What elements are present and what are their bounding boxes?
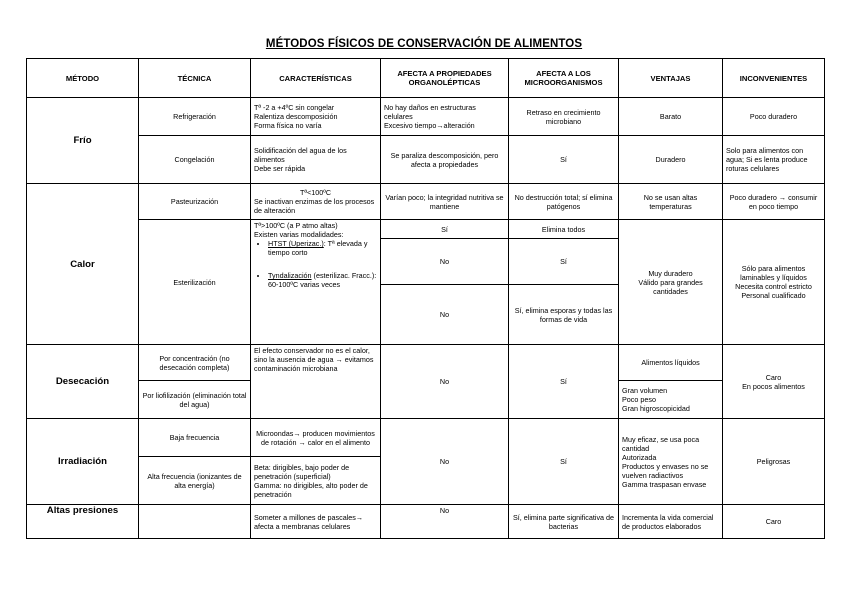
- tecnica-alta-frecuencia: Alta frecuencia (ionizantes de alta energía): [139, 457, 251, 505]
- caract-esterilizacion-intro: Tª>100ºC (a P atmo altas) Existen varias modalidades:: [254, 221, 344, 239]
- table-row: [27, 345, 825, 381]
- tecnica-esterilizacion: Esterilización: [139, 220, 251, 345]
- header-inconvenientes: INCONVENIENTES: [723, 59, 825, 98]
- ventajas-desecacion-2: Gran volumen Poco peso Gran higroscopicidad: [619, 381, 723, 419]
- micro-desecacion: Sí: [509, 345, 619, 419]
- micro-esterilizacion-3: Sí, elimina esporas y todas las formas de vida: [509, 285, 619, 345]
- header-organolepticas: AFECTA A PROPIEDADES ORGANOLÉPTICAS: [381, 59, 509, 98]
- organo-refrigeracion: No hay daños en estructuras celulares Excesivo tiempo→alteración: [381, 98, 509, 136]
- caract-baja-frecuencia: Microondas→ producen movimientos de rotación → calor en el alimento: [251, 419, 381, 457]
- organo-congelacion: Se paraliza descomposición, pero afecta a propiedades: [381, 136, 509, 184]
- table-row: [27, 184, 825, 220]
- ventajas-esterilizacion: Muy duradero Válido para grandes cantidades: [619, 220, 723, 345]
- method-calor: Calor: [27, 184, 139, 345]
- tyndal-label: Tyndalización: [268, 271, 312, 280]
- header-ventajas: VENTAJAS: [619, 59, 723, 98]
- table-row: [27, 419, 825, 457]
- header-tecnica: TÉCNICA: [139, 59, 251, 98]
- list-item: [268, 239, 377, 257]
- htst-text: : Tª elevada y tiempo corto: [268, 239, 368, 257]
- htst-label: HTST (Uperizac.): [268, 239, 324, 248]
- header-microorganismos: AFECTA A LOS MICROORGANISMOS: [509, 59, 619, 98]
- header-metodo: MÉTODO: [27, 59, 139, 98]
- caract-desecacion: El efecto conservador no es el calor, sino la ausencia de agua → evitamos contaminación microbiana: [251, 345, 381, 419]
- micro-esterilizacion-2: Sí: [509, 239, 619, 285]
- tecnica-liofilizacion: Por liofilización (eliminación total del agua): [139, 381, 251, 419]
- organo-esterilizacion-1: Sí: [381, 220, 509, 239]
- micro-congelacion: Sí: [509, 136, 619, 184]
- micro-irradiacion: Sí: [509, 419, 619, 505]
- caract-esterilizacion: [251, 220, 381, 345]
- tecnica-congelacion: Congelación: [139, 136, 251, 184]
- method-frio: Frío: [27, 98, 139, 184]
- ventajas-refrigeracion: Barato: [619, 98, 723, 136]
- ventajas-congelacion: Duradero: [619, 136, 723, 184]
- method-desecacion: Desecación: [27, 345, 139, 419]
- caract-refrigeracion: Tª -2 a +4ºC sin congelar Ralentiza descomposición Forma física no varía: [251, 98, 381, 136]
- caract-congelacion: Solidificación del agua de los alimentos Debe ser rápida: [251, 136, 381, 184]
- inconv-pasteurizacion: Poco duradero → consumir en poco tiempo: [723, 184, 825, 220]
- inconv-altas-presiones: Caro: [723, 505, 825, 539]
- method-altas-presiones: Altas presiones: [27, 505, 139, 539]
- table-row: [27, 220, 825, 239]
- tyndal-text: (esterilizac. Fracc.): 60-100ºC varias veces: [268, 271, 377, 289]
- conservation-methods-table: [26, 58, 825, 539]
- inconv-esterilizacion: Sólo para alimentos laminables y líquidos Necesita control estricto Personal cualificado: [723, 220, 825, 345]
- tecnica-refrigeracion: Refrigeración: [139, 98, 251, 136]
- organo-esterilizacion-3: No: [381, 285, 509, 345]
- tecnica-altas-presiones: [139, 505, 251, 539]
- tecnica-concentracion: Por concentración (no desecación completa): [139, 345, 251, 381]
- organo-altas-presiones: No: [381, 505, 509, 539]
- inconv-refrigeracion: Poco duradero: [723, 98, 825, 136]
- organo-esterilizacion-2: No: [381, 239, 509, 285]
- table-row: [27, 136, 825, 184]
- micro-pasteurizacion: No destrucción total; sí elimina patógenos: [509, 184, 619, 220]
- ventajas-pasteurizacion: No se usan altas temperaturas: [619, 184, 723, 220]
- modalidades-list: [254, 239, 377, 289]
- organo-desecacion: No: [381, 345, 509, 419]
- ventajas-desecacion-1: Alimentos líquidos: [619, 345, 723, 381]
- inconv-irradiacion: Peligrosas: [723, 419, 825, 505]
- micro-refrigeracion: Retraso en crecimiento microbiano: [509, 98, 619, 136]
- organo-irradiacion: No: [381, 419, 509, 505]
- table-row: [27, 505, 825, 539]
- micro-esterilizacion-1: Elimina todos: [509, 220, 619, 239]
- method-irradiacion: Irradiación: [27, 419, 139, 505]
- list-item: [268, 271, 377, 289]
- caract-pasteurizacion-temp: Tª<100ºC: [299, 188, 332, 197]
- ventajas-irradiacion: Muy eficaz, se usa poca cantidad Autorizada Productos y envases no se vuelven radiactivos Gamma traspasan envase: [619, 419, 723, 505]
- inconv-congelacion: Solo para alimentos con agua; Si es lenta produce roturas celulares: [723, 136, 825, 184]
- caract-altas-presiones: Someter a millones de pascales→ afecta a membranas celulares: [251, 505, 381, 539]
- caract-alta-frecuencia: Beta: dirigibles, bajo poder de penetración (superficial) Gamma: no dirigibles, alto poder de penetración: [251, 457, 381, 505]
- caract-pasteurizacion: [251, 184, 381, 220]
- caract-pasteurizacion-enzimas: Se inactivan enzimas de los procesos de alteración: [254, 197, 375, 215]
- header-caracteristicas: CARACTERÍSTICAS: [251, 59, 381, 98]
- organo-pasteurizacion: Varían poco; la integridad nutritiva se mantiene: [381, 184, 509, 220]
- tecnica-pasteurizacion: Pasteurización: [139, 184, 251, 220]
- table-row: [27, 98, 825, 136]
- header-row: [27, 59, 825, 98]
- tecnica-baja-frecuencia: Baja frecuencia: [139, 419, 251, 457]
- ventajas-altas-presiones: Incrementa la vida comercial de productos elaborados: [619, 505, 723, 539]
- micro-altas-presiones: Sí, elimina parte significativa de bacterias: [509, 505, 619, 539]
- inconv-desecacion: Caro En pocos alimentos: [723, 345, 825, 419]
- page-title: MÉTODOS FÍSICOS DE CONSERVACIÓN DE ALIMENTOS: [265, 38, 583, 50]
